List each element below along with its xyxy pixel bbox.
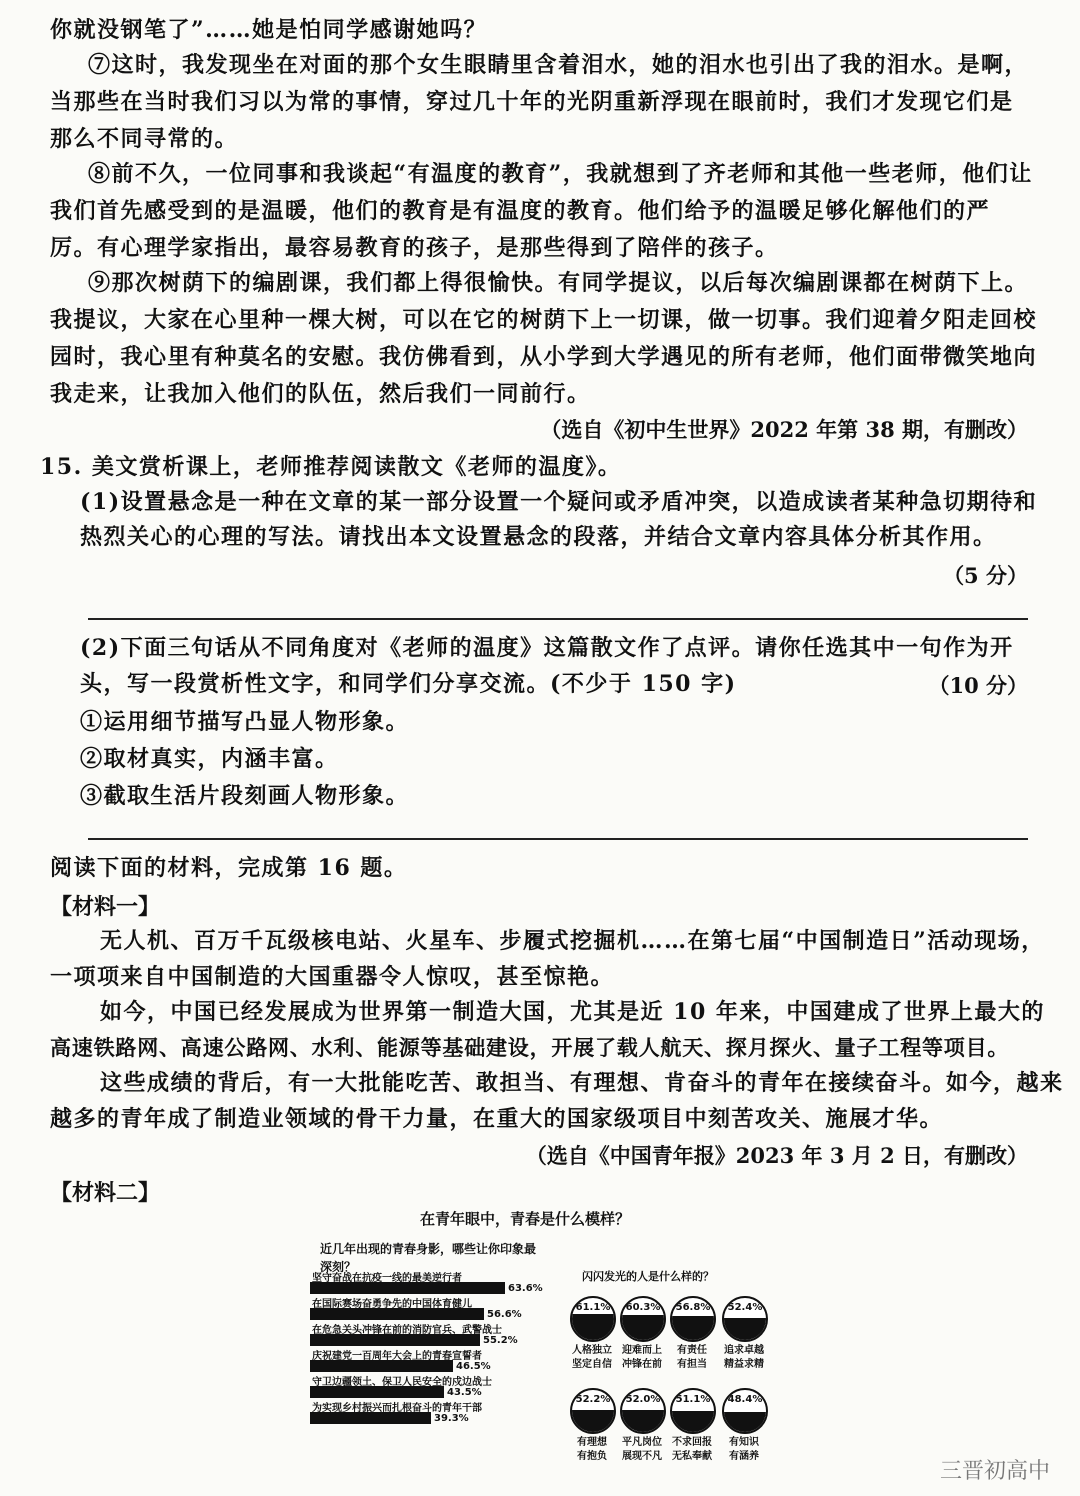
bar-value-1: 63.6% xyxy=(508,1283,543,1294)
bar-label-1: 坚守奋战在抗疫一线的最美逆行者 xyxy=(312,1273,462,1284)
circle-6 xyxy=(620,1388,666,1434)
bar-value-5: 43.5% xyxy=(447,1387,482,1398)
circle-1 xyxy=(570,1296,616,1342)
circle-caption-4: 追求卓越 精益求精 xyxy=(724,1345,764,1370)
bar-chart-question: 近几年出现的青春身影，哪些让你印象最深刻？ xyxy=(320,1242,537,1274)
para-9-line2: 我提议，大家在心里种一棵大树，可以在它的树荫下上一切课，做一切事。我们迎着夕阳走回校 xyxy=(50,307,1038,333)
q15-option-2: ②取材真实，内涵丰富。 xyxy=(80,746,339,772)
para-9-line3: 园时，我心里有种莫名的安慰。我仿佛看到，从小学到大学遇见的所有老师，他们面带微笑地向 xyxy=(50,344,1038,370)
circle-fill-8 xyxy=(724,1412,766,1432)
circle-value-5: 52.2% xyxy=(575,1394,611,1405)
circle-fill-3 xyxy=(672,1316,714,1340)
circle-caption-6: 平凡岗位 展现不凡 xyxy=(622,1437,662,1462)
bar-label-3: 在危急关头冲锋在前的消防官兵、武警战士 xyxy=(312,1325,502,1336)
bar-value-2: 56.6% xyxy=(487,1309,522,1320)
circle-fill-5 xyxy=(572,1410,614,1432)
circle-fill-7 xyxy=(672,1411,714,1432)
m1-p3-line2: 越多的青年成了制造业领域的骨干力量，在重大的国家级项目中刻苦攻关、施展才华。 xyxy=(50,1106,944,1132)
chart-title: 在青年眼中，青春是什么模样？ xyxy=(420,1210,631,1228)
q16-intro: 阅读下面的材料，完成第 16 题。 xyxy=(50,855,408,881)
bar-label-6: 为实现乡村振兴而扎根奋斗的青年干部 xyxy=(312,1403,482,1414)
material-1-tag: 【材料一】 xyxy=(50,894,161,920)
bar-label-5: 守卫边疆领土、保卫人民安全的戍边战士 xyxy=(312,1377,492,1388)
circle-value-6: 52.0% xyxy=(625,1394,661,1405)
q15-title: 15. 美文赏析课上，老师推荐阅读散文《老师的温度》。 xyxy=(40,454,622,480)
circle-value-2: 60.3% xyxy=(625,1302,661,1313)
circle-value-7: 51.1% xyxy=(675,1394,711,1405)
para-7-line3: 那么不同寻常的。 xyxy=(50,126,239,152)
para-7-line2: 当那些在当时我们习以为常的事情，穿过几十年的光阴重新浮现在眼前时，我们才发现它们是 xyxy=(50,89,1014,115)
q15-1-score: （5 分） xyxy=(943,563,1028,588)
q15-1-line2: 热烈关心的心理的写法。请找出本文设置悬念的段落，并结合文章内容具体分析其作用。 xyxy=(80,524,997,550)
m1-p3-line1: 这些成绩的背后，有一大批能吃苦、敢担当、有理想、肯奋斗的青年在接续奋斗。如今，越来 xyxy=(100,1070,1064,1096)
circle-chart-question: 闪闪发光的人是什么样的？ xyxy=(582,1270,714,1283)
circle-value-8: 48.4% xyxy=(727,1394,763,1405)
para-8-line3: 厉。有心理学家指出，最容易教育的孩子，是那些得到了陪伴的孩子。 xyxy=(50,235,779,261)
circle-fill-6 xyxy=(622,1410,664,1432)
m1-source: （选自《中国青年报》2023 年 3 月 2 日，有删改） xyxy=(525,1143,1028,1168)
bar-value-6: 39.3% xyxy=(434,1413,469,1424)
answer-line-1[interactable] xyxy=(88,618,1028,620)
q15-option-1: ①运用细节描写凸显人物形象。 xyxy=(80,709,410,735)
circle-caption-8: 有知识 有涵养 xyxy=(729,1437,759,1462)
circle-3 xyxy=(670,1296,716,1342)
q15-2-score: （10 分） xyxy=(928,673,1028,698)
circle-fill-4 xyxy=(724,1318,766,1340)
bar-value-4: 46.5% xyxy=(456,1361,491,1372)
article-source: （选自《初中生世界》2022 年第 38 期，有删改） xyxy=(540,417,1028,442)
circle-caption-7: 不求回报 无私奉献 xyxy=(672,1437,712,1462)
m1-p1-line2: 一项项来自中国制造的大国重器令人惊叹，甚至惊艳。 xyxy=(50,964,615,990)
circle-value-1: 61.1% xyxy=(575,1302,611,1313)
circle-5 xyxy=(570,1388,616,1434)
circle-4 xyxy=(722,1296,768,1342)
m1-p2-line1: 如今，中国已经发展成为世界第一制造大国，尤其是近 10 年来，中国建成了世界上最大的 xyxy=(100,999,1045,1025)
para-7-line1: ⑦这时，我发现坐在对面的那个女生眼睛里含着泪水，她的泪水也引出了我的泪水。是啊， xyxy=(88,52,1029,78)
q15-1-line1: (1)设置悬念是一种在文章的某一部分设置一个疑问或矛盾冲突，以造成读者某种急切期待和 xyxy=(80,489,1038,515)
bar-value-3: 55.2% xyxy=(483,1335,518,1346)
circle-fill-2 xyxy=(622,1315,664,1340)
q15-option-3: ③截取生活片段刻画人物形象。 xyxy=(80,783,410,809)
bar-label-4: 庆祝建党一百周年大会上的青春宣誓者 xyxy=(312,1351,482,1362)
para-9-line1: ⑨那次树荫下的编剧课，我们都上得很愉快。有同学提议，以后每次编剧课都在树荫下上。 xyxy=(88,270,1029,296)
circle-8 xyxy=(722,1388,768,1434)
para-8-line2: 我们首先感受到的是温暖，他们的教育是有温度的教育。他们给予的温暖足够化解他们的严 xyxy=(50,198,991,224)
q15-2-line2: 头，写一段赏析性文字，和同学们分享交流。(不少于 150 字) xyxy=(80,671,737,697)
circle-value-3: 56.8% xyxy=(675,1302,711,1313)
watermark: 三晋初高中 xyxy=(939,1459,1050,1484)
answer-line-2[interactable] xyxy=(88,838,1028,840)
m1-p2-line2: 高速铁路网、高速公路网、水利、能源等基础建设，开展了载人航天、探月探火、量子工程等项目。 xyxy=(50,1035,1010,1060)
material-2-tag: 【材料二】 xyxy=(50,1180,161,1206)
circle-value-4: 52.4% xyxy=(727,1302,763,1313)
circle-caption-5: 有理想 有抱负 xyxy=(577,1437,607,1462)
bar-label-2: 在国际赛场奋勇争先的中国体育健儿 xyxy=(312,1299,472,1310)
para-9-line4: 我走来，让我加入他们的队伍，然后我们一同前行。 xyxy=(50,381,591,407)
para-8-line1: ⑧前不久，一位同事和我谈起“有温度的教育”，我就想到了齐老师和其他一些老师，他们让 xyxy=(88,161,1033,187)
circle-2 xyxy=(620,1296,666,1342)
circle-caption-1: 人格独立 坚定自信 xyxy=(572,1345,612,1370)
m1-p1-line1: 无人机、百万千瓦级核电站、火星车、步履式挖掘机……在第七届“中国制造日”活动现场， xyxy=(100,928,1045,954)
circle-caption-2: 迎难而上 冲锋在前 xyxy=(622,1345,662,1370)
circle-fill-1 xyxy=(572,1314,614,1340)
q15-2-line1: (2)下面三句话从不同角度对《老师的温度》这篇散文作了点评。请你任选其中一句作为开 xyxy=(80,635,1014,661)
para-0: 你就没钢笔了”……她是怕同学感谢她吗？ xyxy=(50,17,488,43)
circle-caption-3: 有责任 有担当 xyxy=(677,1345,707,1370)
circle-7 xyxy=(670,1388,716,1434)
